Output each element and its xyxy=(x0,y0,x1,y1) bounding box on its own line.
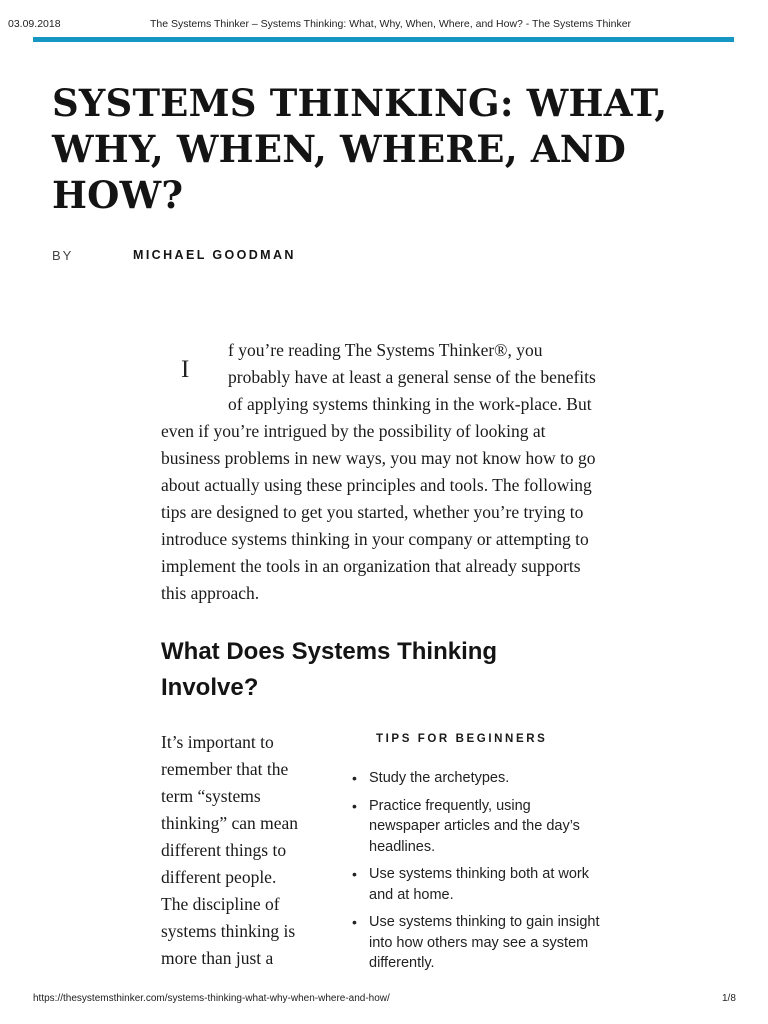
tips-list xyxy=(352,768,602,981)
body-line: The discipline of xyxy=(161,894,280,914)
bullet-icon: • xyxy=(352,770,357,786)
body-line: It’s important to xyxy=(161,732,274,752)
print-header-date: 03.09.2018 xyxy=(8,18,61,30)
byline-label: BY xyxy=(52,248,74,263)
intro-line: even if you’re intrigued by the possibility of looking at xyxy=(161,421,546,441)
intro-line: introduce systems thinking in your company or attempting to xyxy=(161,529,589,549)
body-line: different people. xyxy=(161,867,277,887)
bullet-icon: • xyxy=(352,797,357,814)
drop-cap: I xyxy=(181,356,190,383)
tip-text: Use systems thinking both at work and at home. xyxy=(369,866,590,903)
print-header-title: The Systems Thinker – Systems Thinking: What, Why, When, Where, and How? - The Systems Thinker xyxy=(150,18,632,30)
bullet-icon: • xyxy=(352,914,357,930)
tip-item xyxy=(352,912,602,974)
intro-line: business problems in new ways, you may not know how to go xyxy=(161,448,596,468)
intro-line: implement the tools in an organization that already supports xyxy=(161,556,581,576)
intro-line: probably have at least a general sense of the benefits xyxy=(228,367,596,387)
accent-bar xyxy=(33,37,734,42)
intro-line: this approach. xyxy=(161,583,260,603)
body-line: thinking” can mean xyxy=(161,813,299,833)
tip-text: Use systems thinking to gain insight into how others may see a system differently. xyxy=(369,914,600,971)
body-line: term “systems xyxy=(161,786,261,806)
body-line: remember that the xyxy=(161,759,289,779)
tip-item xyxy=(352,864,602,905)
tip-item xyxy=(352,796,602,858)
tips-heading: TIPS FOR BEGINNERS xyxy=(376,733,548,745)
body-line: different things to xyxy=(161,840,287,860)
body-line: more than just a xyxy=(161,948,274,968)
intro-line: of applying systems thinking in the work-place. But xyxy=(228,394,592,414)
bullet-icon: • xyxy=(352,866,357,882)
print-footer-url[interactable]: https://thesystemsthinker.com/systems-thinking-what-why-when-where-and-how/ xyxy=(33,993,390,1004)
article-title: SYSTEMS THINKING: WHAT, WHY, WHEN, WHERE, AND HOW? xyxy=(52,81,668,217)
tip-text: Study the archetypes. xyxy=(369,770,510,786)
body-line: systems thinking is xyxy=(161,921,296,941)
intro-line: tips are designed to get you started, whether you’re trying to xyxy=(161,502,584,522)
tip-item xyxy=(352,768,602,789)
tip-text: Practice frequently, using newspaper articles and the day’s headlines. xyxy=(369,797,580,855)
intro-line: about actually using these principles and tools. The following xyxy=(161,475,592,495)
section-heading: What Does Systems Thinking Involve? xyxy=(161,638,498,701)
print-footer-page-number: 1/8 xyxy=(722,993,736,1004)
author-link[interactable]: MICHAEL GOODMAN xyxy=(133,248,296,262)
intro-line: f you’re reading The Systems Thinker®, you xyxy=(228,340,543,360)
